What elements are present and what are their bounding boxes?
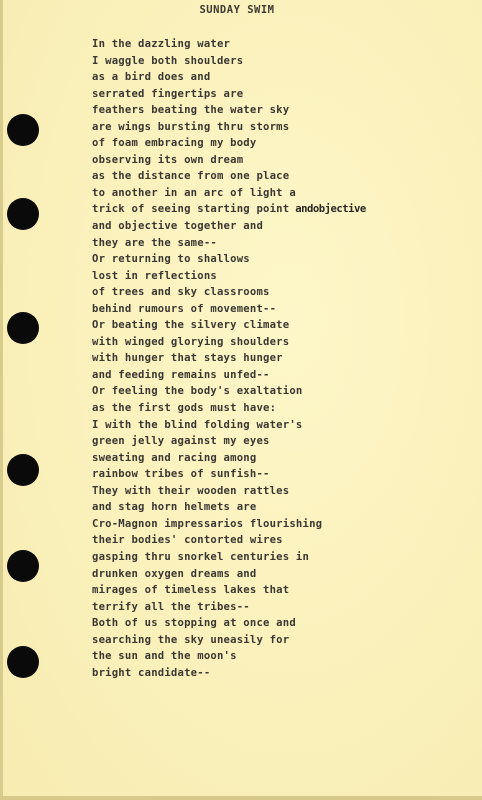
poem-line: as a bird does and [92,71,211,84]
poem-line: as the first gods must have: [92,402,277,415]
poem-line: and stag horn helmets are [92,501,257,514]
poem-line: the sun and the moon's [92,650,237,663]
poem-line: mirages of timeless lakes that [92,584,290,597]
binder-hole [7,646,39,678]
poem-line: In the dazzling water [92,38,231,50]
poem-line: of trees and sky classrooms [92,286,270,299]
page-bottom-edge [0,796,482,800]
poem-line: as the distance from one place [92,170,290,183]
poem-line: rainbow tribes of sunfish-- [92,468,270,481]
poem-line: with hunger that stays hunger [92,352,283,365]
struck-over-text: andobjective [289,203,366,216]
poem-line: Or feeling the body's exaltation [92,385,303,398]
poem-line: Cro-Magnon impressarios flourishing [92,517,323,530]
binder-hole [7,114,39,146]
poem-title-text: SUNDAY SWIM [199,4,275,16]
poem-line: searching the sky uneasily for [92,633,290,646]
poem-line: Or beating the silvery climate [92,319,290,332]
poem-line: I with the blind folding water's [92,418,303,431]
poem-body [92,36,366,681]
poem-line-text: trick of seeing starting point [92,203,290,216]
page-left-edge [0,0,3,800]
poem-line: observing its own dream [92,153,244,166]
poem-line: they are the same-- [92,236,217,249]
poem-line: Both of us stopping at once and [92,617,296,630]
poem-line: terrify all the tribes-- [92,600,250,613]
binder-hole [7,198,39,230]
poem-line: lost in reflections [92,269,217,282]
poem-line: gasping thru snorkel centuries in [92,550,310,563]
poem-line: and objective together and [92,220,264,233]
poem-line: are wings bursting thru storms [92,120,290,133]
poem-line: They with their wooden rattles [92,484,290,497]
binder-hole [7,312,39,344]
poem-line: green jelly against my eyes [92,435,270,448]
poem-line: their bodies' contorted wires [92,534,283,547]
poem-line: and feeding remains unfed-- [92,368,270,381]
poem-line: bright candidate-- [92,666,211,679]
poem-line: of foam embracing my body [92,137,257,150]
binder-hole [7,550,39,582]
poem-line: feathers beating the water sky [92,104,290,117]
poem-line: sweating and racing among [92,451,257,464]
binder-hole [7,454,39,486]
poem-line: to another in an arc of light a [92,186,296,199]
poem-line-with-strikeover [92,201,366,218]
poem-line: behind rumours of movement-- [92,302,277,315]
poem-line: I waggle both shoulders [92,54,244,67]
poem-line: with winged glorying shoulders [92,335,290,348]
poem-line: serrated fingertips are [92,87,244,100]
poem-line: Or returning to shallows [92,253,250,266]
poem-line: drunken oxygen dreams and [92,567,257,580]
poem-title [0,4,482,16]
